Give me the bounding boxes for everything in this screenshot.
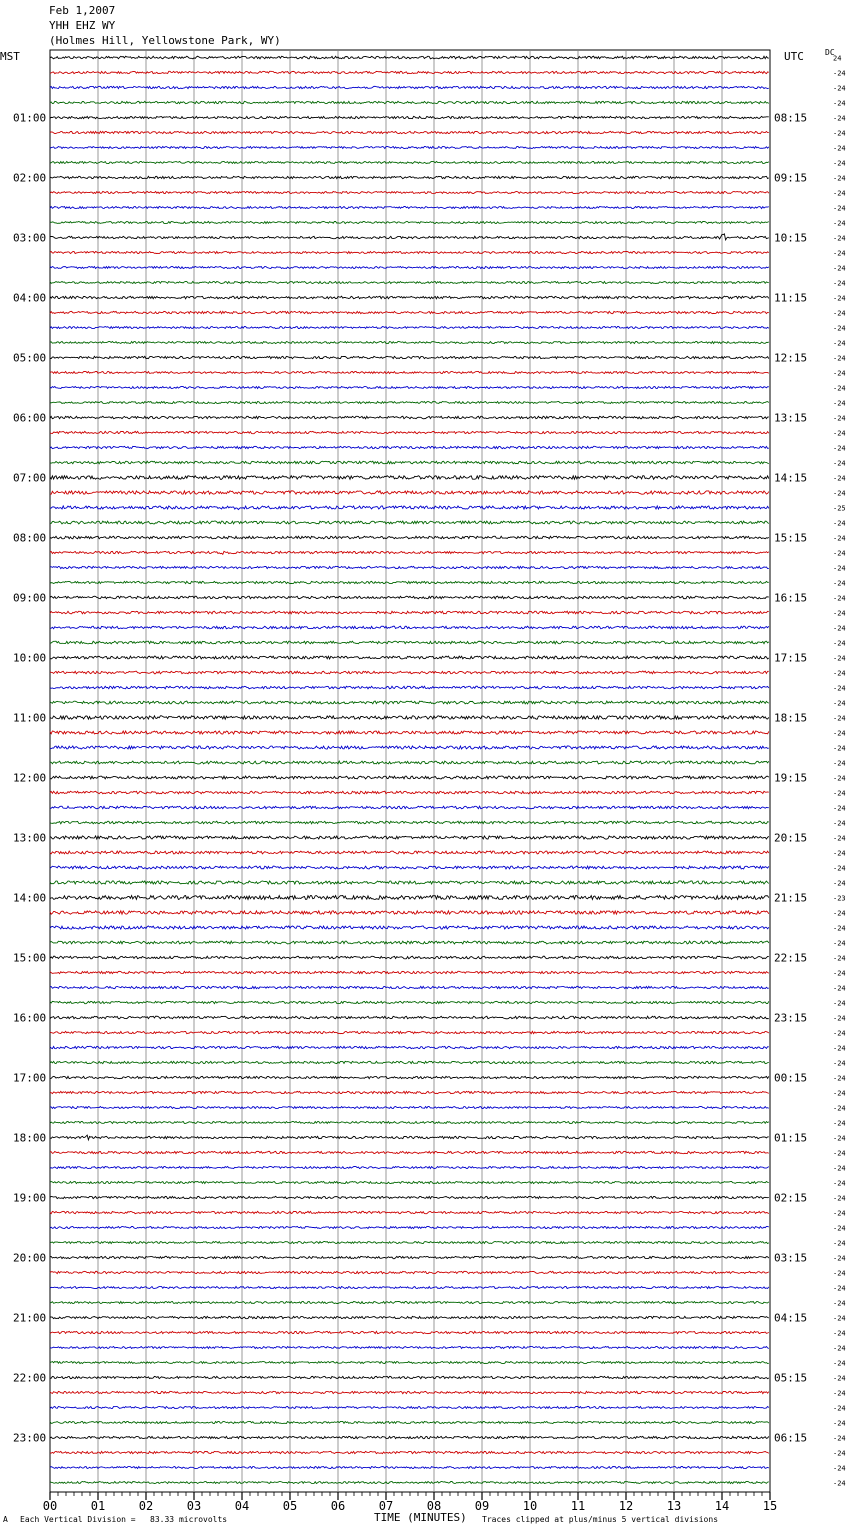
dc-offset-label: -24: [833, 639, 846, 648]
trace-line: [50, 626, 769, 629]
mst-hour-label: 23:00: [13, 1431, 47, 1445]
dc-offset-label: -24: [833, 834, 846, 843]
dc-offset-label: -24: [833, 669, 846, 678]
trace-line: [50, 116, 769, 118]
utc-hour-label: 00:15: [774, 1071, 808, 1085]
dc-offset-label: -25: [833, 504, 846, 513]
trace-line: [50, 1481, 769, 1483]
dc-offset-label: -24: [833, 804, 846, 813]
trace-line: [50, 1256, 769, 1258]
utc-hour-label: 11:15: [774, 291, 808, 305]
header-station: YHH EHZ WY: [49, 19, 116, 32]
dc-offset-label: -24: [833, 1419, 846, 1428]
dc-offset-label: -24: [833, 1194, 846, 1203]
dc-offset-label: -24: [833, 924, 846, 933]
utc-hour-label: 16:15: [774, 591, 808, 605]
utc-hour-label: 17:15: [774, 651, 808, 665]
trace-line: [50, 1196, 769, 1198]
trace-line: [50, 1331, 769, 1333]
trace-line: [50, 1061, 769, 1063]
trace-line: [50, 251, 769, 253]
x-tick-label: 10: [522, 1499, 538, 1513]
dc-offset-label: -24: [833, 684, 846, 693]
trace-line: [50, 446, 769, 448]
trace-line: [50, 566, 769, 568]
dc-offset-label: -24: [833, 264, 846, 273]
trace-line: [50, 551, 769, 554]
mst-hour-label: 11:00: [13, 711, 47, 725]
utc-hour-label: 10:15: [774, 231, 808, 245]
trace-line: [50, 416, 769, 419]
trace-line: [50, 1121, 769, 1123]
dc-offset-label: -24: [833, 1269, 846, 1278]
dc-offset-label: -24: [833, 699, 846, 708]
dc-offset-label: -24: [833, 114, 846, 123]
mst-hour-label: 02:00: [13, 171, 47, 185]
trace-line: [50, 311, 769, 313]
dc-offset-label: -24: [833, 594, 846, 603]
mst-hour-label: 22:00: [13, 1371, 47, 1385]
mst-hour-label: 04:00: [13, 291, 47, 305]
trace-line: [50, 536, 769, 539]
mst-hour-label: 21:00: [13, 1311, 47, 1325]
dc-offset-label: -24: [833, 1014, 846, 1023]
dc-offset-label: -24: [833, 1344, 846, 1353]
dc-offset-label: -24: [833, 624, 846, 633]
dc-offset-label: -24: [833, 474, 846, 483]
trace-line: [50, 986, 769, 988]
dc-offset-label: -24: [833, 159, 846, 168]
trace-line: [50, 1001, 769, 1003]
trace-line: [50, 1361, 769, 1363]
dc-offset-label: -24: [833, 309, 846, 318]
trace-line: [50, 296, 769, 299]
dc-offset-label: -23: [833, 894, 846, 903]
trace-line: [50, 1166, 769, 1168]
trace-line: [50, 326, 769, 328]
dc-offset-label: -24: [833, 999, 846, 1008]
dc-offset-label: -24: [833, 714, 846, 723]
trace-line: [50, 431, 769, 433]
dc-offset-label: -24: [833, 384, 846, 393]
trace-line: [50, 1211, 769, 1213]
utc-hour-label: 21:15: [774, 891, 808, 905]
dc-offset-label: -24: [833, 444, 846, 453]
dc-offset-label: -24: [833, 969, 846, 978]
footer-scale-mark: A: [3, 1515, 8, 1524]
dc-offset-label: -24: [833, 189, 846, 198]
dc-offset-label: -24: [833, 354, 846, 363]
trace-line: [50, 234, 769, 240]
dc-offset-label: -24: [833, 279, 846, 288]
dc-offset-label: -24: [833, 324, 846, 333]
dc-offset-label: -24: [833, 1119, 846, 1128]
mst-hour-label: 13:00: [13, 831, 47, 845]
utc-hour-label: 19:15: [774, 771, 808, 785]
trace-line: [50, 476, 769, 480]
utc-hour-label: 18:15: [774, 711, 808, 725]
utc-hour-label: 06:15: [774, 1431, 808, 1445]
trace-line: [50, 581, 769, 583]
trace-line: [50, 716, 769, 719]
trace-line: [50, 1316, 769, 1318]
trace-line: [50, 1076, 769, 1078]
dc-offset-label: -24: [833, 174, 846, 183]
dc-offset-label: -24: [833, 369, 846, 378]
trace-line: [50, 851, 769, 854]
trace-line: [50, 1046, 769, 1048]
trace-line: [50, 1406, 769, 1408]
dc-offset-label: -24: [833, 339, 846, 348]
mst-hour-label: 14:00: [13, 891, 47, 905]
trace-line: [50, 896, 769, 900]
dc-offset-label: -24: [833, 414, 846, 423]
trace-line: [50, 206, 769, 208]
trace-line: [50, 1436, 769, 1438]
trace-line: [50, 1271, 769, 1273]
trace-line: [50, 191, 769, 193]
dc-offset-label: -24: [833, 654, 846, 663]
dc-offset-label: -24: [833, 759, 846, 768]
dc-offset-label: -24: [833, 1329, 846, 1338]
trace-line: [50, 131, 769, 133]
x-tick-label: 06: [330, 1499, 346, 1513]
trace-line: [50, 266, 769, 268]
trace-line: [50, 926, 769, 929]
trace-line: [50, 1106, 769, 1108]
trace-line: [50, 56, 769, 59]
mst-hour-label: 06:00: [13, 411, 47, 425]
trace-line: [50, 86, 769, 88]
x-tick-label: 11: [570, 1499, 586, 1513]
dc-offset-label: -24: [833, 1104, 846, 1113]
dc-offset-label: -24: [833, 609, 846, 618]
trace-line: [50, 656, 769, 659]
mst-hour-label: 20:00: [13, 1251, 47, 1265]
dc-offset-label: -24: [833, 1479, 846, 1488]
dc-offset-label: -24: [833, 1134, 846, 1143]
dc-offset-label: -24: [833, 564, 846, 573]
mst-hour-label: 03:00: [13, 231, 47, 245]
utc-hour-label: 03:15: [774, 1251, 808, 1265]
x-tick-label: 15: [762, 1499, 778, 1513]
right-timezone-label: UTC: [784, 50, 804, 63]
dc-offset-label: -24: [833, 1254, 846, 1263]
trace-line: [50, 701, 769, 704]
dc-offset-label: -24: [833, 234, 846, 243]
x-tick-label: 03: [186, 1499, 202, 1513]
trace-line: [50, 1151, 769, 1153]
dc-offset-label: -24: [833, 744, 846, 753]
utc-hour-label: 04:15: [774, 1311, 808, 1325]
x-tick-label: 01: [90, 1499, 106, 1513]
dc-offset-label: -24: [833, 459, 846, 468]
x-tick-label: 14: [714, 1499, 730, 1513]
utc-hour-label: 22:15: [774, 951, 808, 965]
trace-line: [50, 386, 769, 388]
dc-offset-label: -24: [833, 489, 846, 498]
dc-offset-label: -24: [833, 1059, 846, 1068]
plot-grid: [50, 50, 770, 1492]
dc-offset-label: -24: [833, 84, 846, 93]
dc-offset-label: -24: [833, 519, 846, 528]
mst-hour-label: 12:00: [13, 771, 47, 785]
trace-line: [50, 341, 769, 343]
x-axis-title: TIME (MINUTES): [374, 1511, 467, 1524]
axis-labels: [13, 55, 846, 1514]
dc-offset-label: -24: [833, 579, 846, 588]
dc-offset-label: -24: [833, 1404, 846, 1413]
dc-offset-label: -24: [833, 99, 846, 108]
utc-hour-label: 08:15: [774, 111, 808, 125]
trace-line: [50, 791, 769, 794]
trace-line: [50, 941, 769, 944]
trace-line: [50, 1286, 769, 1288]
trace-line: [50, 1226, 769, 1228]
trace-line: [50, 1181, 769, 1183]
trace-line: [50, 776, 769, 779]
dc-offset-label: -24: [833, 204, 846, 213]
trace-line: [50, 356, 769, 358]
trace-line: [50, 71, 769, 73]
dc-offset-label: -24: [833, 954, 846, 963]
trace-line: [50, 746, 769, 749]
trace-line: [50, 281, 769, 283]
dc-offset-label: -24: [833, 399, 846, 408]
trace-line: [50, 1346, 769, 1348]
dc-offset-label: -24: [833, 549, 846, 558]
dc-offset-label: -24: [833, 1044, 846, 1053]
dc-offset-label: -24: [833, 1374, 846, 1383]
dc-offset-label: -24: [833, 1389, 846, 1398]
dc-offset-label: -24: [833, 219, 846, 228]
dc-offset-label: -24: [833, 1179, 846, 1188]
trace-line: [50, 881, 769, 884]
dc-offset-label: -24: [833, 1164, 846, 1173]
trace-line: [50, 221, 769, 223]
trace-line: [50, 146, 769, 148]
dc-offset-label: -24: [833, 129, 846, 138]
trace-line: [50, 101, 769, 103]
utc-hour-label: 02:15: [774, 1191, 808, 1205]
utc-hour-label: 05:15: [774, 1371, 808, 1385]
trace-line: [50, 176, 769, 178]
dc-offset-label: -24: [833, 1239, 846, 1248]
dc-offset-label: -24: [833, 984, 846, 993]
dc-offset-label: -24: [833, 879, 846, 888]
mst-hour-label: 19:00: [13, 1191, 47, 1205]
trace-line: [50, 671, 769, 674]
dc-offset-label: -24: [833, 849, 846, 858]
trace-line: [50, 686, 769, 689]
trace-line: [50, 1301, 769, 1303]
dc-offset-label: -24: [833, 1074, 846, 1083]
trace-line: [50, 821, 769, 824]
dc-offset-label: -24: [833, 864, 846, 873]
trace-line: [50, 836, 769, 839]
trace-line: [50, 806, 769, 809]
trace-line: [50, 1091, 769, 1093]
header-location: (Holmes Hill, Yellowstone Park, WY): [49, 34, 281, 47]
trace-line: [50, 1451, 769, 1453]
trace-line: [50, 971, 769, 973]
dc-offset-label: -24: [833, 69, 846, 78]
footer-clip-note: Traces clipped at plus/minus 5 vertical divisions: [482, 1515, 719, 1524]
utc-hour-label: 14:15: [774, 471, 808, 485]
trace-line: [50, 1241, 769, 1243]
trace-line: [50, 866, 769, 869]
dc-offset-label: -24: [833, 1464, 846, 1473]
dc-offset-label: -24: [833, 534, 846, 543]
dc-offset-label: -24: [833, 1449, 846, 1458]
x-tick-label: 04: [234, 1499, 250, 1513]
plot-frame: [50, 50, 770, 1492]
trace-line: [50, 1031, 769, 1033]
trace-line: [50, 596, 769, 599]
utc-hour-label: 12:15: [774, 351, 808, 365]
footer-scale-note: Each Vertical Division = 83.33 microvolts: [20, 1515, 228, 1524]
trace-line: [50, 611, 769, 614]
trace-line: [50, 731, 769, 734]
trace-line: [50, 161, 769, 163]
trace-line: [50, 1391, 769, 1393]
dc-offset-label: -24: [833, 1359, 846, 1368]
header-date: Feb 1,2007: [49, 4, 116, 17]
x-tick-label: 05: [282, 1499, 298, 1513]
x-tick-label: 12: [618, 1499, 634, 1513]
trace-line: [50, 1016, 769, 1019]
dc-offset-label: -24: [833, 939, 846, 948]
dc-offset-label: -24: [833, 1434, 846, 1443]
trace-line: [50, 521, 769, 524]
dc-offset-label: -24: [833, 1029, 846, 1038]
x-tick-label: 00: [42, 1499, 58, 1513]
trace-line: [50, 1466, 769, 1468]
trace-line: [50, 491, 769, 494]
trace-line: [50, 761, 769, 764]
dc-offset-label: -24: [833, 909, 846, 918]
trace-line: [50, 911, 769, 914]
trace-line: [50, 401, 769, 403]
utc-hour-label: 15:15: [774, 531, 808, 545]
utc-hour-label: 23:15: [774, 1011, 808, 1025]
dc-offset-label: -24: [833, 249, 846, 258]
utc-hour-label: 09:15: [774, 171, 808, 185]
trace-line: [50, 1421, 769, 1423]
mst-hour-label: 01:00: [13, 111, 47, 125]
utc-hour-label: 13:15: [774, 411, 808, 425]
mst-hour-label: 05:00: [13, 351, 47, 365]
dc-offset-label: -24: [833, 729, 846, 738]
x-tick-label: 02: [138, 1499, 154, 1513]
dc-offset-label: -24: [833, 1224, 846, 1233]
dc-offset-label: -24: [833, 774, 846, 783]
mst-hour-label: 18:00: [13, 1131, 47, 1145]
x-tick-label: 13: [666, 1499, 682, 1513]
x-tick-label: 08: [426, 1499, 442, 1513]
utc-hour-label: 01:15: [774, 1131, 808, 1145]
trace-line: [50, 1376, 769, 1378]
left-timezone-label: MST: [0, 50, 20, 63]
mst-hour-label: 07:00: [13, 471, 47, 485]
seismic-traces: [50, 56, 769, 1483]
dc-offset-label: -24: [833, 819, 846, 828]
trace-line: [50, 1135, 769, 1140]
dc-offset-label: -24: [833, 1149, 846, 1158]
trace-line: [50, 461, 769, 464]
mst-hour-label: 17:00: [13, 1071, 47, 1085]
mst-hour-label: 09:00: [13, 591, 47, 605]
mst-hour-label: 08:00: [13, 531, 47, 545]
mst-hour-label: 15:00: [13, 951, 47, 965]
dc-label: DC: [825, 48, 835, 57]
trace-line: [50, 956, 769, 959]
dc-offset-label: -24: [833, 1209, 846, 1218]
trace-line: [50, 506, 769, 510]
trace-line: [50, 641, 769, 644]
dc-offset-label: -24: [833, 789, 846, 798]
dc-offset-label: -24: [833, 1284, 846, 1293]
dc-offset-label: -24: [833, 294, 846, 303]
dc-offset-label: -24: [833, 1314, 846, 1323]
dc-offset-label: -24: [833, 144, 846, 153]
utc-hour-label: 20:15: [774, 831, 808, 845]
dc-offset-label: 24: [833, 54, 842, 63]
dc-offset-label: -24: [833, 1299, 846, 1308]
x-tick-label: 07: [378, 1499, 394, 1513]
dc-offset-label: -24: [833, 1089, 846, 1098]
dc-offset-label: -24: [833, 429, 846, 438]
mst-hour-label: 16:00: [13, 1011, 47, 1025]
trace-line: [50, 371, 769, 373]
mst-hour-label: 10:00: [13, 651, 47, 665]
x-tick-label: 09: [474, 1499, 490, 1513]
